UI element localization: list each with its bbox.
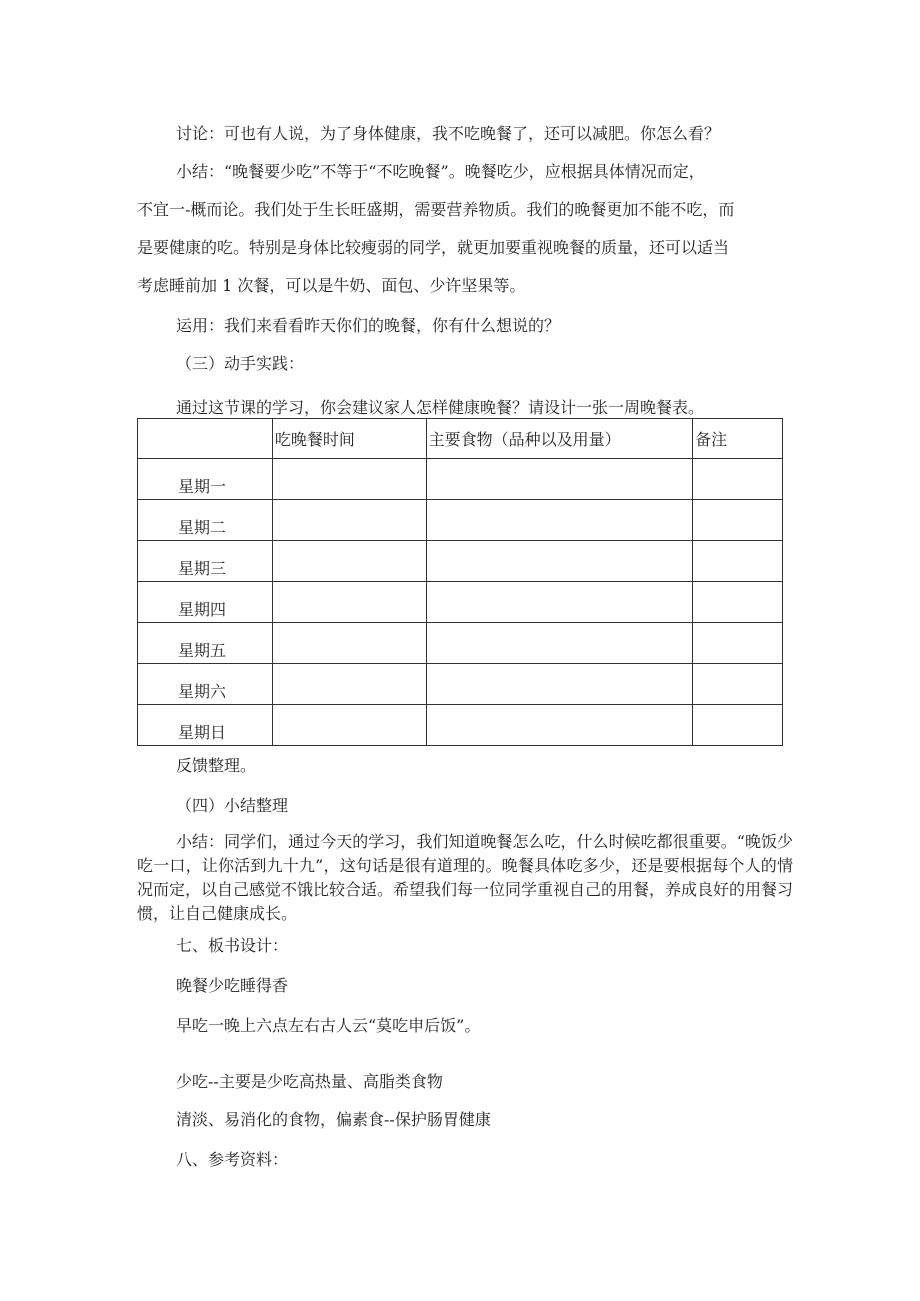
table-row — [138, 705, 783, 746]
section3-heading: （三）动手实践： — [176, 354, 305, 373]
summary2-paragraph: 小结：同学们，通过今天的学习，我们知道晚餐怎么吃，什么时候吃都很重要。“晚饭少吃一口，让你活到九十九”，这句话是很有道理的。晚餐具体吃多少，还是要根据每个人的情况而定，以自己感觉不饿比较合适。希望我们每一位同学重视自己的用餐，养成良好的用餐习惯，让自己健康成长。 — [137, 832, 794, 923]
feedback-text: 反馈整理。 — [176, 756, 257, 775]
board-line3: 清淡、易消化的食物，偏素食--保护肠胃健康 — [176, 1110, 491, 1129]
table-row-day: 星期五 — [138, 623, 273, 664]
table-cell — [426, 623, 693, 664]
board-heading: 七、板书设计： — [176, 936, 289, 955]
table-header-food: 主要食物（品种以及用量） — [426, 419, 693, 459]
table-cell — [272, 541, 426, 582]
table-header-blank — [138, 419, 273, 459]
section4-heading: （四）小结整理 — [176, 796, 289, 815]
table-row-day: 星期一 — [138, 459, 273, 500]
table-cell — [272, 623, 426, 664]
summary1-line2: 不宜一-概而论。我们处于生长旺盛期，需要营养物质。我们的晚餐更加不能不吃，而 — [137, 200, 735, 219]
table-cell — [426, 664, 693, 705]
discussion-paragraph: 讨论：可也有人说，为了身体健康，我不吃晚餐了，还可以减肥。你怎么看？ — [176, 124, 721, 143]
table-row-day: 星期日 — [138, 705, 273, 746]
table-cell — [426, 459, 693, 500]
table-cell — [693, 541, 783, 582]
summary1-line1: 小结：“晚餐要少吃”不等于“不吃晚餐”。晚餐吃少，应根据具体情况而定， — [176, 162, 705, 181]
table-row — [138, 500, 783, 541]
table-header-notes: 备注 — [693, 419, 783, 459]
table-row — [138, 623, 783, 664]
summary1-line4: 考虑睡前加 1 次餐，可以是牛奶、面包、少许坚果等。 — [137, 276, 526, 295]
table-cell — [693, 582, 783, 623]
table-cell — [272, 500, 426, 541]
references-heading: 八、参考资料： — [176, 1150, 289, 1169]
table-cell — [272, 705, 426, 746]
table-cell — [426, 705, 693, 746]
table-cell — [272, 459, 426, 500]
table-row — [138, 541, 783, 582]
table-header-row — [138, 419, 783, 459]
table-cell — [426, 541, 693, 582]
table-row — [138, 459, 783, 500]
table-header-time: 吃晚餐时间 — [272, 419, 426, 459]
table-cell — [693, 500, 783, 541]
weekly-dinner-table — [137, 418, 783, 746]
table-row-day: 星期四 — [138, 582, 273, 623]
summary1-line3: 是要健康的吃。特别是身体比较瘦弱的同学，就更加要重视晚餐的质量，还可以适当 — [137, 238, 730, 257]
board-line2: 少吃--主要是少吃高热量、高脂类食物 — [176, 1072, 443, 1091]
table-cell — [426, 500, 693, 541]
board-title: 晚餐少吃睡得香 — [176, 976, 289, 995]
table-cell — [272, 582, 426, 623]
table-row — [138, 664, 783, 705]
table-cell — [426, 582, 693, 623]
application-paragraph: 运用：我们来看看昨天你们的晚餐，你有什么想说的？ — [176, 316, 561, 335]
table-row-day: 星期三 — [138, 541, 273, 582]
table-cell — [693, 705, 783, 746]
table-row-day: 星期六 — [138, 664, 273, 705]
table-cell — [693, 664, 783, 705]
table-cell — [693, 459, 783, 500]
table-cell — [272, 664, 426, 705]
board-line1: 早吃一晚上六点左右古人云“莫吃申后饭”。 — [176, 1016, 481, 1035]
table-cell — [693, 623, 783, 664]
table-row — [138, 582, 783, 623]
practice-prompt: 通过这节课的学习，你会建议家人怎样健康晚餐？请设计一张一周晚餐表。 — [176, 398, 705, 417]
table-row-day: 星期二 — [138, 500, 273, 541]
